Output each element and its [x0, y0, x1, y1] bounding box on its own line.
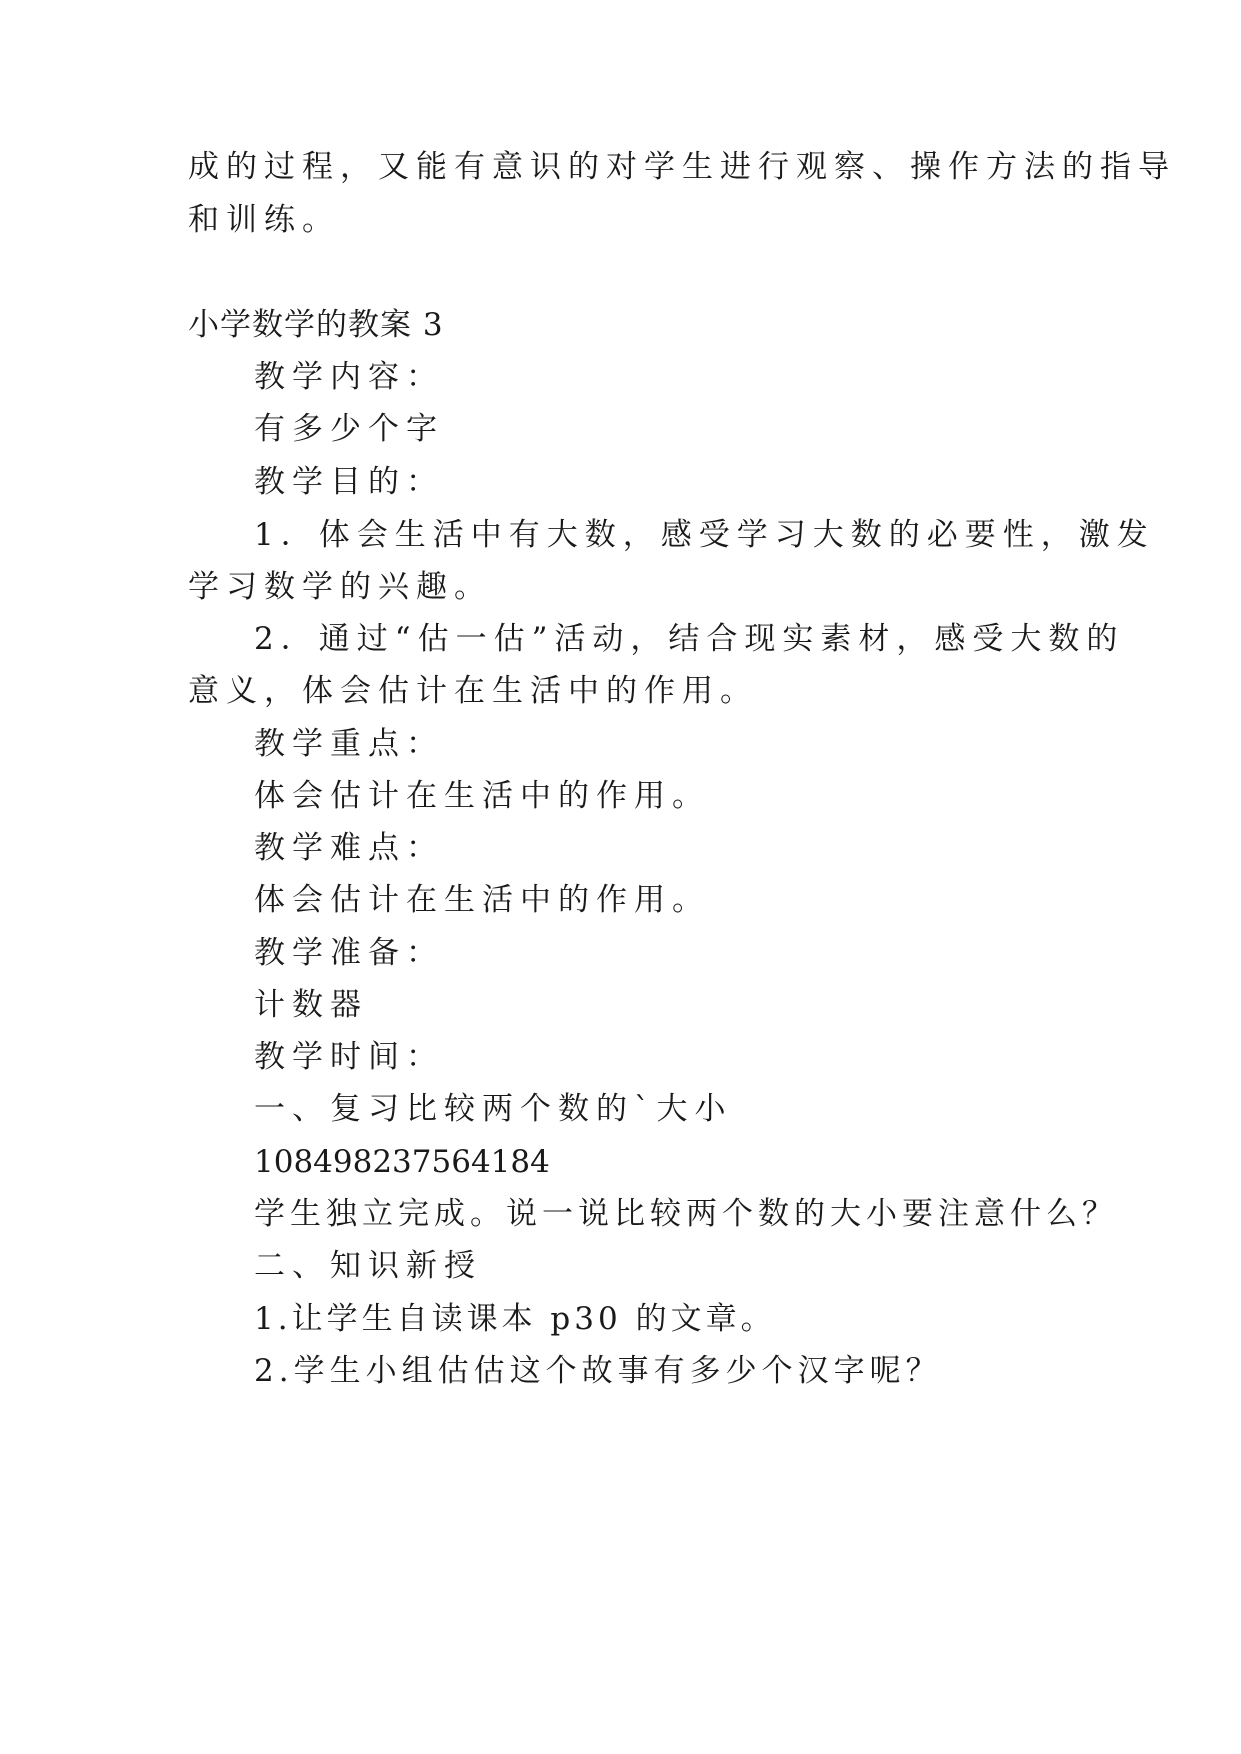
prep-text: 计数器 — [254, 987, 368, 1023]
step2-item-2: 2.学生小组估估这个故事有多少个汉字呢？ — [254, 1353, 942, 1389]
goal-label: 教学目的： — [254, 464, 444, 500]
goal-item-1-continued: 学习数学的兴趣。 — [188, 569, 492, 605]
step1-numbers: 108498237564184 — [254, 1144, 550, 1180]
goal-item-1: 1．体会生活中有大数，感受学习大数的必要性，激发 — [254, 517, 1155, 553]
goal-item-2-continued: 意义，体会估计在生活中的作用。 — [188, 673, 758, 709]
difficulty-label: 教学难点： — [254, 830, 444, 866]
step2-item-1: 1.让学生自读课本 p30 的文章。 — [254, 1301, 776, 1337]
difficulty-text: 体会估计在生活中的作用。 — [254, 882, 710, 918]
content-label: 教学内容： — [254, 359, 444, 395]
goal-item-2: 2．通过“估一估”活动，结合现实素材，感受大数的 — [254, 621, 1125, 657]
step1-heading: 一、复习比较两个数的`大小 — [254, 1091, 733, 1127]
step1-text: 学生独立完成。说一说比较两个数的大小要注意什么？ — [254, 1196, 1118, 1232]
prep-label: 教学准备： — [254, 935, 444, 971]
section-title: 小学数学的教案 3 — [188, 307, 444, 343]
key-label: 教学重点： — [254, 726, 444, 762]
paragraph-line: 和训练。 — [188, 202, 340, 238]
key-text: 体会估计在生活中的作用。 — [254, 778, 710, 814]
time-label: 教学时间： — [254, 1039, 444, 1075]
content-text: 有多少个字 — [254, 411, 444, 447]
step2-heading: 二、知识新授 — [254, 1248, 482, 1284]
paragraph-line: 成的过程，又能有意识的对学生进行观察、操作方法的指导 — [188, 149, 1176, 185]
